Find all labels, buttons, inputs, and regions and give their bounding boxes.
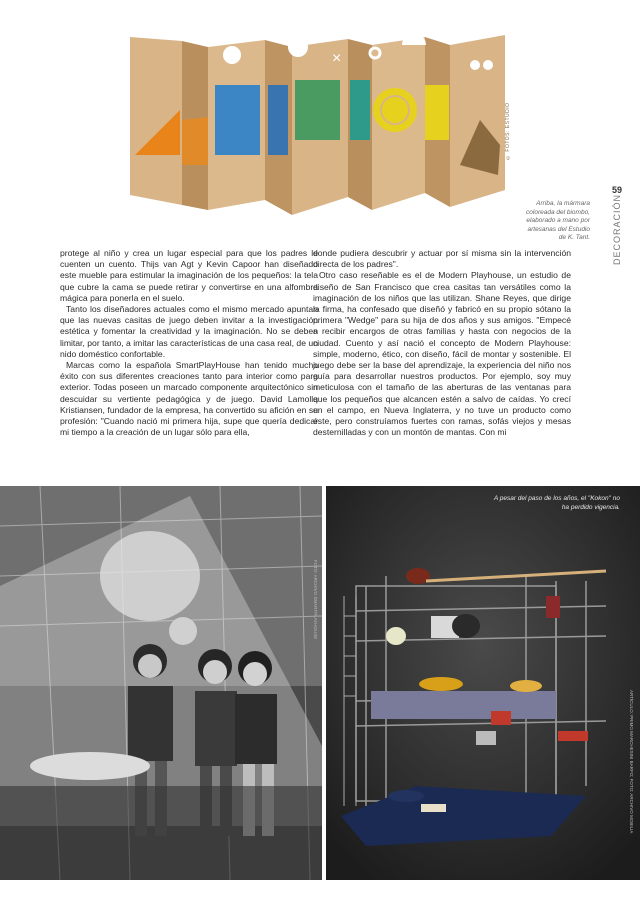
paragraph: Otro caso reseñable es el de Modern Playhouse, un estudio de diseño de San Francisco que crea casitas tan versátiles como la imaginación de los niños que las utilizan. Shane Reyes, que dirige la firma, ha confesado que diseñó y fabricó en su propio sótano la primera "Wedge" para su hija de dos años y sus amigos. "Empecé a recibir encargos de otras familias y hasta con negocios de la ciudad. Cuento y así nació el concepto de Modern Playhouse: simple, moderno, ético, con diseño, fácil de montar y sostenible. El juego debe ser la base del aprendizaje, la experiencia del niño nos guía para desarrollar nuestros productos. Por ejemplo, soy muy meticulosa con el tamaño de las aberturas de las ventanas para que los pequeños que alcancen estén a salvo de caídas. Yo crecí en el campo, en Nueva Inglaterra, y no tuve un producto como éste, pero construíamos fuertes con ramas, sofás viejos y mesas desternilladas y con un montón de mantas. Con mi [313, 270, 571, 438]
photo-kokon-structure [326, 486, 640, 880]
page-number: 59 [612, 185, 623, 195]
paragraph: protege al niño y crea un lugar especial para que los padres le cuenten un cuento. Thijs van Agt y Kevin Capoor han diseñado este mueble para estimular la imaginación de los pequeños: la tela que cubre la cama se puede retirar y convertirse en una alfombra mágica para ponerla en el suelo. [60, 248, 318, 303]
caption-top: Arriba, la mármara coloreada del biombo, elaborado a mano por artesanas del Estudio de K. Tant. [526, 200, 590, 241]
section-label: DECORACIÓN [612, 193, 622, 265]
article-column-right [313, 248, 571, 438]
paragraph: Marcas como la española SmartPlayHouse han tenido mucho éxito con sus diferentes creaciones tanto para interior como para exterior. Todas poseen un marcado componente arquitectónico sin descuidar su vertiente pedagógica y de juego. David Lamolla Kristiansen, fundador de la empresa, ha convertido su afición en su profesión: "Cuando nació mi primera hija, supe que quería dedicar mi tiempo a la creación de un lugar sólo para ella, [60, 360, 318, 438]
paragraph: donde pudiera descubrir y actuar por sí misma sin la intervención directa de los padres". [313, 248, 571, 270]
caption-right: A pesar del paso de los años, el "Kokon" no ha perdido vigencia. [493, 495, 620, 511]
svg-text:×: × [332, 50, 342, 67]
bw-photo-drawing [0, 486, 322, 880]
paragraph: Tanto los diseñadores actuales como el mismo mercado apuntan que las nuevas casitas de juego deben invitar a la investigación estética y fomentar la creatividad y la imaginación. No se deben limitar, por tanto, a imitar las características de una casa real, de un nido doméstico confortable. [60, 304, 318, 359]
kokon-photo-drawing [326, 486, 640, 880]
photo-children-playhouse [0, 486, 322, 880]
photo-credit-right: ARTÍCULO: PRIMO MARCHESINI BARFO; FOTO: ARCHIVO MOBILIA [629, 690, 634, 834]
folding-screen-illustration [120, 25, 520, 220]
article-column-left [60, 248, 318, 438]
folding-screen-drawing [120, 25, 520, 220]
photo-credit-left: FOTO: ARCHIVO SMARTPLAYHOUSE [313, 560, 318, 640]
photo-credit-top: © FOTOS: ESTUDIO [505, 102, 511, 160]
